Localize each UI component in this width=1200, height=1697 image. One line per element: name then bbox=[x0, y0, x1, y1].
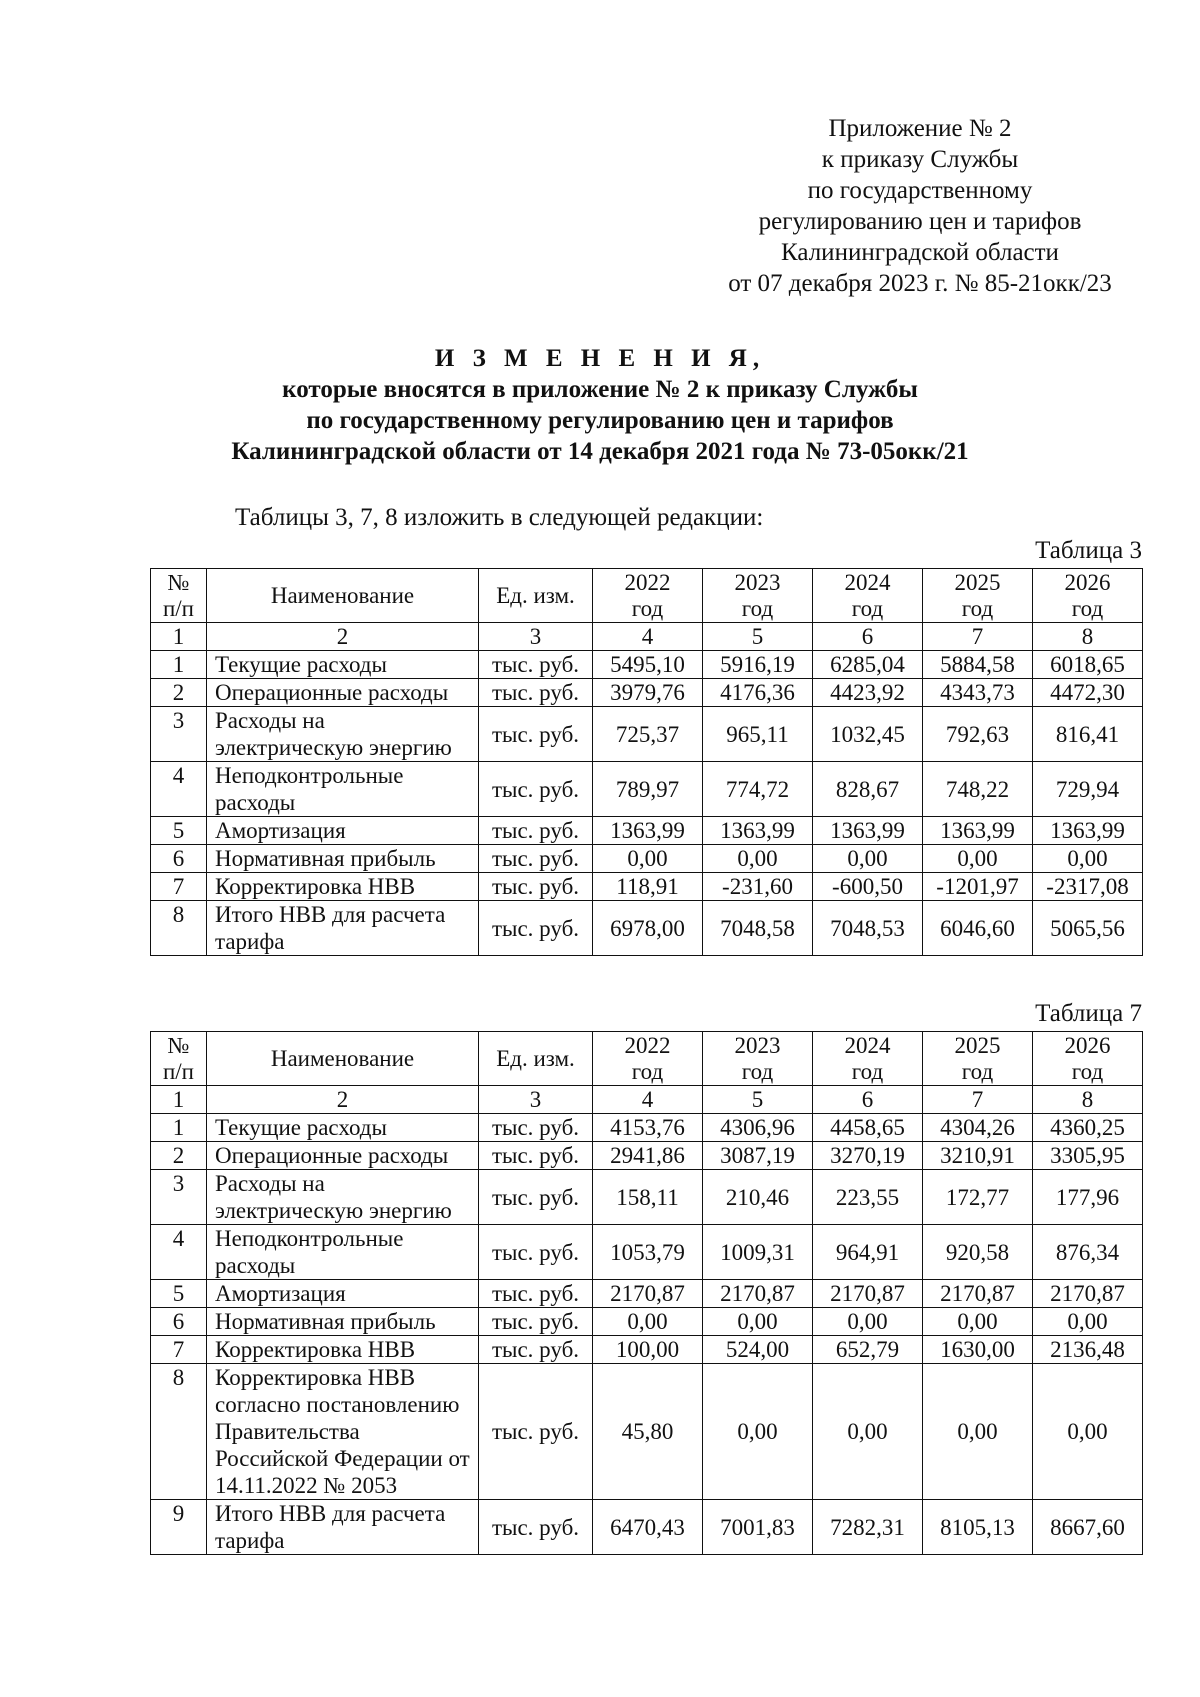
column-number: 6 bbox=[813, 1086, 923, 1114]
row-number: 7 bbox=[151, 1336, 207, 1364]
header-year-word: год bbox=[851, 1058, 884, 1084]
row-unit: тыс. руб. bbox=[479, 817, 593, 845]
row-value-2024: 7282,31 bbox=[813, 1500, 923, 1555]
row-number: 3 bbox=[151, 707, 207, 762]
header-year-2025 bbox=[923, 569, 1033, 623]
row-number: 8 bbox=[151, 1364, 207, 1500]
header-year-word: год bbox=[1071, 1058, 1104, 1084]
row-name: Неподконтрольные расходы bbox=[207, 762, 479, 817]
table-row bbox=[151, 1364, 1143, 1500]
row-value-2026: 2170,87 bbox=[1033, 1280, 1143, 1308]
table-row bbox=[151, 1500, 1143, 1555]
header-no-symbol: № bbox=[167, 1032, 190, 1058]
header-year-value: 2022 bbox=[624, 569, 671, 595]
header-year-value: 2024 bbox=[844, 569, 891, 595]
row-value-2025: 1363,99 bbox=[923, 817, 1033, 845]
row-value-2026: 729,94 bbox=[1033, 762, 1143, 817]
row-value-2022: 118,91 bbox=[593, 873, 703, 901]
row-unit: тыс. руб. bbox=[479, 707, 593, 762]
row-value-2022: 725,37 bbox=[593, 707, 703, 762]
column-number: 2 bbox=[207, 1086, 479, 1114]
header-year-value: 2026 bbox=[1064, 1032, 1111, 1058]
row-value-2024: 0,00 bbox=[813, 1308, 923, 1336]
header-year-2022 bbox=[593, 569, 703, 623]
header-year-value: 2023 bbox=[734, 569, 781, 595]
table-7 bbox=[150, 1031, 1143, 1555]
row-number: 1 bbox=[151, 1114, 207, 1142]
row-value-2024: 828,67 bbox=[813, 762, 923, 817]
row-value-2026: 1363,99 bbox=[1033, 817, 1143, 845]
header-year-2025 bbox=[923, 1032, 1033, 1086]
row-value-2023: 7048,58 bbox=[703, 901, 813, 956]
row-value-2026: 5065,56 bbox=[1033, 901, 1143, 956]
row-number: 4 bbox=[151, 762, 207, 817]
row-value-2022: 2170,87 bbox=[593, 1280, 703, 1308]
row-value-2025: -1201,97 bbox=[923, 873, 1033, 901]
header-year-word: год bbox=[741, 595, 774, 621]
row-name: Текущие расходы bbox=[207, 651, 479, 679]
row-name: Текущие расходы bbox=[207, 1114, 479, 1142]
row-value-2025: 0,00 bbox=[923, 845, 1033, 873]
header-year-2023 bbox=[703, 569, 813, 623]
annex-line: к приказу Службы bbox=[821, 146, 1019, 173]
row-value-2026: 8667,60 bbox=[1033, 1500, 1143, 1555]
column-number: 6 bbox=[813, 623, 923, 651]
header-year-value: 2023 bbox=[734, 1032, 781, 1058]
header-year-value: 2025 bbox=[954, 1032, 1001, 1058]
column-number: 3 bbox=[479, 1086, 593, 1114]
title-line: по государственному регулированию цен и тарифов bbox=[306, 407, 894, 434]
row-value-2022: 2941,86 bbox=[593, 1142, 703, 1170]
row-name: Расходы на электрическую энергию bbox=[207, 707, 479, 762]
header-row bbox=[151, 1032, 1143, 1086]
row-unit: тыс. руб. bbox=[479, 901, 593, 956]
row-number: 7 bbox=[151, 873, 207, 901]
table-row bbox=[151, 1142, 1143, 1170]
row-value-2022: 6470,43 bbox=[593, 1500, 703, 1555]
row-unit: тыс. руб. bbox=[479, 679, 593, 707]
row-value-2026: -2317,08 bbox=[1033, 873, 1143, 901]
table-row bbox=[151, 1308, 1143, 1336]
table-row bbox=[151, 707, 1143, 762]
annex-line: по государственному bbox=[807, 177, 1033, 204]
row-number: 5 bbox=[151, 817, 207, 845]
column-number: 5 bbox=[703, 1086, 813, 1114]
table-row bbox=[151, 901, 1143, 956]
header-year-word: год bbox=[631, 595, 664, 621]
column-number-row bbox=[151, 623, 1143, 651]
row-value-2025: 3210,91 bbox=[923, 1142, 1033, 1170]
header-year-2024 bbox=[813, 1032, 923, 1086]
row-value-2025: 792,63 bbox=[923, 707, 1033, 762]
table-row bbox=[151, 1114, 1143, 1142]
row-name: Расходы на электрическую энергию bbox=[207, 1170, 479, 1225]
header-year-2024 bbox=[813, 569, 923, 623]
table-row bbox=[151, 762, 1143, 817]
column-number: 3 bbox=[479, 623, 593, 651]
row-value-2023: 7001,83 bbox=[703, 1500, 813, 1555]
table-row bbox=[151, 1280, 1143, 1308]
row-name: Корректировка НВВ bbox=[207, 873, 479, 901]
document-title bbox=[0, 343, 1200, 467]
annex-line: Приложение № 2 bbox=[828, 115, 1012, 142]
table-3 bbox=[150, 568, 1143, 956]
row-unit: тыс. руб. bbox=[479, 1500, 593, 1555]
row-unit: тыс. руб. bbox=[479, 1280, 593, 1308]
column-number: 8 bbox=[1033, 623, 1143, 651]
row-name: Итого НВВ для расчета тарифа bbox=[207, 901, 479, 956]
row-unit: тыс. руб. bbox=[479, 1336, 593, 1364]
row-value-2026: 4472,30 bbox=[1033, 679, 1143, 707]
row-value-2023: 524,00 bbox=[703, 1336, 813, 1364]
row-name: Итого НВВ для расчета тарифа bbox=[207, 1500, 479, 1555]
header-no bbox=[151, 1032, 207, 1086]
row-value-2026: 0,00 bbox=[1033, 1308, 1143, 1336]
row-value-2024: 4423,92 bbox=[813, 679, 923, 707]
header-year-value: 2024 bbox=[844, 1032, 891, 1058]
column-number-row bbox=[151, 1086, 1143, 1114]
row-value-2023: -231,60 bbox=[703, 873, 813, 901]
row-value-2026: 0,00 bbox=[1033, 1364, 1143, 1500]
row-value-2026: 0,00 bbox=[1033, 845, 1143, 873]
row-name: Операционные расходы bbox=[207, 1142, 479, 1170]
row-number: 6 bbox=[151, 1308, 207, 1336]
row-name: Амортизация bbox=[207, 1280, 479, 1308]
row-value-2024: 3270,19 bbox=[813, 1142, 923, 1170]
row-value-2024: 1363,99 bbox=[813, 817, 923, 845]
header-year-value: 2026 bbox=[1064, 569, 1111, 595]
row-unit: тыс. руб. bbox=[479, 1114, 593, 1142]
column-number: 7 bbox=[923, 1086, 1033, 1114]
row-value-2022: 45,80 bbox=[593, 1364, 703, 1500]
row-value-2024: 223,55 bbox=[813, 1170, 923, 1225]
row-value-2024: 964,91 bbox=[813, 1225, 923, 1280]
table-row bbox=[151, 845, 1143, 873]
row-value-2022: 5495,10 bbox=[593, 651, 703, 679]
row-name: Корректировка НВВ согласно постановлению Правительства Российской Федерации от 14.11.2022 № 2053 bbox=[207, 1364, 479, 1500]
row-value-2023: 2170,87 bbox=[703, 1280, 813, 1308]
row-value-2023: 0,00 bbox=[703, 1364, 813, 1500]
header-year-2026 bbox=[1033, 1032, 1143, 1086]
header-unit: Ед. изм. bbox=[479, 569, 593, 623]
column-number: 4 bbox=[593, 623, 703, 651]
row-value-2026: 816,41 bbox=[1033, 707, 1143, 762]
intro-text: Таблицы 3, 7, 8 изложить в следующей редакции: bbox=[235, 504, 764, 531]
column-number: 1 bbox=[151, 1086, 207, 1114]
row-unit: тыс. руб. bbox=[479, 873, 593, 901]
header-name: Наименование bbox=[207, 569, 479, 623]
column-number: 1 bbox=[151, 623, 207, 651]
table-row bbox=[151, 1336, 1143, 1364]
row-value-2023: 0,00 bbox=[703, 1308, 813, 1336]
header-year-word: год bbox=[961, 595, 994, 621]
row-number: 6 bbox=[151, 845, 207, 873]
row-value-2025: 748,22 bbox=[923, 762, 1033, 817]
header-unit: Ед. изм. bbox=[479, 1032, 593, 1086]
header-year-word: год bbox=[961, 1058, 994, 1084]
row-number: 1 bbox=[151, 651, 207, 679]
row-number: 2 bbox=[151, 679, 207, 707]
row-value-2024: 0,00 bbox=[813, 1364, 923, 1500]
annex-line: от 07 декабря 2023 г. № 85-21окк/23 bbox=[728, 270, 1112, 297]
row-value-2025: 1630,00 bbox=[923, 1336, 1033, 1364]
row-value-2025: 5884,58 bbox=[923, 651, 1033, 679]
header-year-word: год bbox=[1071, 595, 1104, 621]
row-name: Амортизация bbox=[207, 817, 479, 845]
row-value-2022: 6978,00 bbox=[593, 901, 703, 956]
row-value-2023: 1363,99 bbox=[703, 817, 813, 845]
table-row bbox=[151, 679, 1143, 707]
table-row bbox=[151, 817, 1143, 845]
column-number: 8 bbox=[1033, 1086, 1143, 1114]
header-year-word: год bbox=[631, 1058, 664, 1084]
row-value-2022: 3979,76 bbox=[593, 679, 703, 707]
row-value-2026: 3305,95 bbox=[1033, 1142, 1143, 1170]
row-unit: тыс. руб. bbox=[479, 845, 593, 873]
column-number: 4 bbox=[593, 1086, 703, 1114]
row-value-2023: 210,46 bbox=[703, 1170, 813, 1225]
header-year-word: год bbox=[851, 595, 884, 621]
row-value-2022: 1053,79 bbox=[593, 1225, 703, 1280]
column-number: 2 bbox=[207, 623, 479, 651]
header-no-abbr: п/п bbox=[162, 595, 194, 621]
row-value-2022: 158,11 bbox=[593, 1170, 703, 1225]
row-value-2023: 5916,19 bbox=[703, 651, 813, 679]
row-value-2024: -600,50 bbox=[813, 873, 923, 901]
header-year-word: год bbox=[741, 1058, 774, 1084]
row-number: 4 bbox=[151, 1225, 207, 1280]
row-unit: тыс. руб. bbox=[479, 762, 593, 817]
row-value-2022: 789,97 bbox=[593, 762, 703, 817]
row-unit: тыс. руб. bbox=[479, 1170, 593, 1225]
column-number: 5 bbox=[703, 623, 813, 651]
row-unit: тыс. руб. bbox=[479, 1142, 593, 1170]
row-number: 3 bbox=[151, 1170, 207, 1225]
row-number: 5 bbox=[151, 1280, 207, 1308]
title-line: которые вносятся в приложение № 2 к приказу Службы bbox=[282, 376, 918, 403]
row-value-2023: 4176,36 bbox=[703, 679, 813, 707]
row-value-2024: 1032,45 bbox=[813, 707, 923, 762]
row-value-2024: 652,79 bbox=[813, 1336, 923, 1364]
row-value-2025: 4343,73 bbox=[923, 679, 1033, 707]
header-no bbox=[151, 569, 207, 623]
header-name: Наименование bbox=[207, 1032, 479, 1086]
title-heading: И З М Е Н Е Н И Я, bbox=[434, 345, 766, 372]
row-name: Неподконтрольные расходы bbox=[207, 1225, 479, 1280]
row-value-2024: 4458,65 bbox=[813, 1114, 923, 1142]
row-value-2026: 2136,48 bbox=[1033, 1336, 1143, 1364]
header-no-symbol: № bbox=[167, 569, 190, 595]
row-value-2025: 6046,60 bbox=[923, 901, 1033, 956]
row-value-2025: 2170,87 bbox=[923, 1280, 1033, 1308]
row-value-2026: 4360,25 bbox=[1033, 1114, 1143, 1142]
table-row bbox=[151, 1225, 1143, 1280]
header-no-abbr: п/п bbox=[162, 1058, 194, 1084]
row-name: Нормативная прибыль bbox=[207, 845, 479, 873]
row-number: 8 bbox=[151, 901, 207, 956]
row-unit: тыс. руб. bbox=[479, 651, 593, 679]
row-value-2026: 6018,65 bbox=[1033, 651, 1143, 679]
table-row bbox=[151, 1170, 1143, 1225]
header-year-2023 bbox=[703, 1032, 813, 1086]
table-row bbox=[151, 873, 1143, 901]
row-value-2023: 4306,96 bbox=[703, 1114, 813, 1142]
row-name: Корректировка НВВ bbox=[207, 1336, 479, 1364]
row-value-2025: 172,77 bbox=[923, 1170, 1033, 1225]
row-value-2022: 4153,76 bbox=[593, 1114, 703, 1142]
row-value-2025: 8105,13 bbox=[923, 1500, 1033, 1555]
annex-line: Калининградской области bbox=[781, 239, 1059, 266]
column-number: 7 bbox=[923, 623, 1033, 651]
row-name: Нормативная прибыль bbox=[207, 1308, 479, 1336]
row-unit: тыс. руб. bbox=[479, 1364, 593, 1500]
header-year-value: 2025 bbox=[954, 569, 1001, 595]
title-line: Калининградской области от 14 декабря 2021 года № 73-05окк/21 bbox=[231, 438, 969, 465]
table-row bbox=[151, 651, 1143, 679]
row-value-2025: 0,00 bbox=[923, 1364, 1033, 1500]
header-row bbox=[151, 569, 1143, 623]
row-value-2025: 920,58 bbox=[923, 1225, 1033, 1280]
row-value-2023: 965,11 bbox=[703, 707, 813, 762]
row-value-2024: 2170,87 bbox=[813, 1280, 923, 1308]
row-value-2023: 3087,19 bbox=[703, 1142, 813, 1170]
row-number: 2 bbox=[151, 1142, 207, 1170]
header-year-2022 bbox=[593, 1032, 703, 1086]
row-value-2024: 6285,04 bbox=[813, 651, 923, 679]
row-value-2026: 876,34 bbox=[1033, 1225, 1143, 1280]
row-value-2024: 0,00 bbox=[813, 845, 923, 873]
table-3-caption: Таблица 3 bbox=[1035, 537, 1142, 564]
annex-line: регулированию цен и тарифов bbox=[758, 208, 1082, 235]
row-number: 9 bbox=[151, 1500, 207, 1555]
row-unit: тыс. руб. bbox=[479, 1308, 593, 1336]
row-value-2023: 774,72 bbox=[703, 762, 813, 817]
annex-block bbox=[680, 113, 1160, 299]
row-value-2022: 0,00 bbox=[593, 1308, 703, 1336]
header-year-value: 2022 bbox=[624, 1032, 671, 1058]
header-year-2026 bbox=[1033, 569, 1143, 623]
row-value-2022: 100,00 bbox=[593, 1336, 703, 1364]
row-value-2025: 0,00 bbox=[923, 1308, 1033, 1336]
table-7-caption: Таблица 7 bbox=[1035, 1000, 1142, 1027]
row-value-2026: 177,96 bbox=[1033, 1170, 1143, 1225]
row-unit: тыс. руб. bbox=[479, 1225, 593, 1280]
row-value-2025: 4304,26 bbox=[923, 1114, 1033, 1142]
row-value-2023: 1009,31 bbox=[703, 1225, 813, 1280]
row-value-2024: 7048,53 bbox=[813, 901, 923, 956]
row-value-2022: 1363,99 bbox=[593, 817, 703, 845]
row-value-2023: 0,00 bbox=[703, 845, 813, 873]
row-name: Операционные расходы bbox=[207, 679, 479, 707]
row-value-2022: 0,00 bbox=[593, 845, 703, 873]
